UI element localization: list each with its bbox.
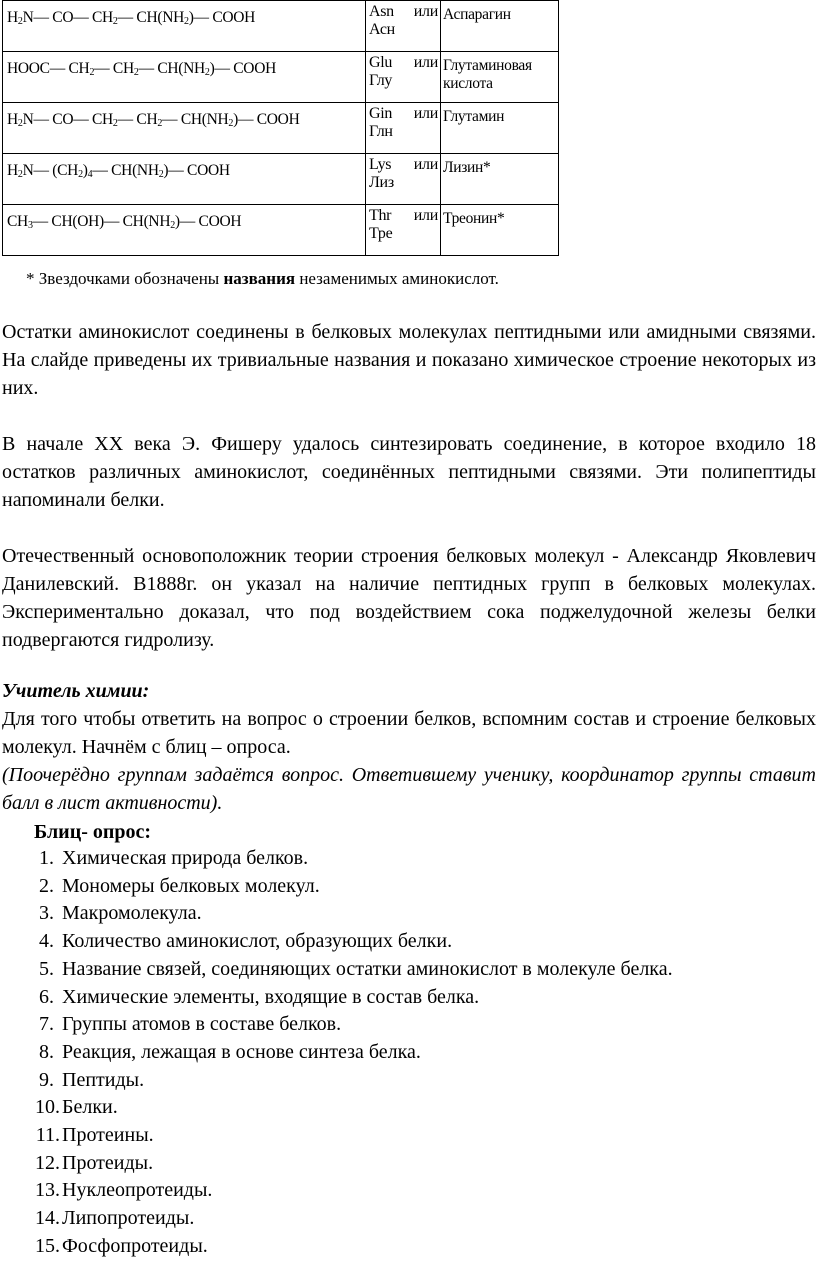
amino-acid-name-cell: Глутаминовая кислота	[441, 52, 559, 103]
question-text: Название связей, соединяющих остатки аминокислот в молекуле белка.	[62, 957, 673, 980]
amino-acid-name-cell: Лизин*	[441, 154, 559, 205]
question-text: Пептиды.	[62, 1068, 145, 1091]
table-row	[3, 205, 559, 256]
question-item	[0, 1011, 673, 1039]
question-number: 1.	[39, 847, 54, 869]
abbreviation-cell	[366, 1, 441, 52]
question-number: 3.	[39, 902, 54, 925]
table-row	[3, 1, 559, 52]
question-item	[0, 1150, 673, 1178]
footnote-bold: названия	[223, 269, 296, 288]
question-text: Макромолекула.	[62, 902, 202, 925]
or-word: или	[413, 156, 438, 173]
question-item	[0, 1039, 673, 1067]
question-text: Количество аминокислот, образующих белки.	[62, 930, 453, 953]
or-word: или	[413, 105, 438, 122]
table-row	[3, 52, 559, 103]
paragraph-teacher-intro: Для того чтобы ответить на вопрос о строении белков, вспомним состав и строение белковых молекул. Начнём с блиц – опроса.	[2, 708, 816, 758]
teacher-heading: Учитель химии:	[2, 680, 150, 702]
table-row	[3, 154, 559, 205]
footnote-text: * Звездочками обозначены	[26, 269, 224, 288]
amino-acid-name-cell: Глутамин	[441, 103, 559, 154]
latin-code: Gin	[369, 105, 393, 122]
cyrillic-code: Лиз	[369, 174, 394, 191]
formula-cell: $H_2N—$ $(CH_2)_4—$ $CH(NH_2)—$ COOH	[3, 154, 366, 205]
paragraph-danilevsky: Отечественный основоположник теории строения белковых молекул - Александр Яковлевич Данилевский. В1888г. он указал на наличие пептидных групп в белковых молекулах. Экспериментально доказал, что под воздействием сока поджелудочной железы белки подвергаются гидролизу.	[2, 545, 816, 651]
question-item	[0, 873, 673, 901]
question-number: 6.	[39, 985, 54, 1008]
question-number: 10.	[35, 1096, 60, 1119]
question-number: 14.	[35, 1207, 60, 1230]
question-item	[0, 956, 673, 984]
question-item	[0, 1205, 673, 1233]
question-text: Протеины.	[62, 1124, 154, 1147]
amino-acid-table	[2, 0, 559, 256]
question-item	[0, 1177, 673, 1205]
question-text: Нуклеопротеиды.	[62, 1179, 213, 1202]
question-text: Группы атомов в составе белков.	[62, 1013, 342, 1036]
question-item	[0, 1233, 673, 1261]
blitz-question-list	[0, 845, 673, 1261]
question-number: 7.	[39, 1013, 54, 1036]
question-item	[0, 900, 673, 928]
question-number: 15.	[35, 1234, 60, 1257]
paragraph-instruction: (Поочерёдно группам задаётся вопрос. Ответившему ученику, координатор группы ставит балл в лист активности).	[2, 764, 816, 814]
table-footnote	[26, 269, 499, 289]
question-item	[0, 1067, 673, 1095]
question-text: Фосфопротеиды.	[62, 1234, 208, 1257]
amino-acid-name-cell: Треонин*	[441, 205, 559, 256]
cyrillic-code: Тре	[369, 225, 393, 242]
abbreviation-cell	[366, 103, 441, 154]
cyrillic-code: Глн	[369, 123, 393, 140]
amino-acid-name-cell: Аспарагин	[441, 1, 559, 52]
question-number: 11.	[35, 1124, 60, 1147]
question-number: 9.	[39, 1068, 54, 1091]
question-text: Реакция, лежащая в основе синтеза белка.	[62, 1040, 421, 1063]
latin-code: Asn	[369, 3, 394, 20]
formula-cell: $H_2N—$ CO— $CH_2—$ $CH_2—$ $CH(NH_2)—$ COOH	[3, 103, 366, 154]
question-number: 12.	[35, 1151, 60, 1174]
question-number: 4.	[39, 930, 54, 953]
amino-acid-table-body	[3, 1, 559, 256]
question-text: Мономеры белковых молекул.	[62, 874, 320, 897]
paragraph-fischer: В начале XX века Э. Фишеру удалось синтезировать соединение, в которое входило 18 остатков различных аминокислот, соединённых пептидными связями. Эти полипептиды напоминали белки.	[2, 433, 816, 511]
cyrillic-code: Асн	[369, 21, 395, 38]
or-word: или	[413, 54, 438, 71]
question-item	[0, 928, 673, 956]
question-number: 13.	[35, 1179, 60, 1202]
question-item	[0, 984, 673, 1012]
latin-code: Thr	[369, 207, 392, 224]
question-item	[0, 1122, 673, 1150]
footnote-text-end: незаменимых аминокислот.	[295, 269, 499, 288]
question-text: Химическая природа белков.	[62, 847, 309, 869]
latin-code: Glu	[369, 54, 393, 71]
formula-cell: $CH_3—$ CH(OH)— $CH(NH_2)—$ COOH	[3, 205, 366, 256]
formula-cell: HOOC— $CH_2—$ $CH_2—$ $CH(NH_2)—$ COOH	[3, 52, 366, 103]
question-number: 2.	[39, 874, 54, 897]
question-item	[0, 1094, 673, 1122]
question-item	[0, 845, 673, 873]
abbreviation-cell	[366, 205, 441, 256]
cyrillic-code: Глу	[369, 72, 393, 89]
question-text: Липопротеиды.	[62, 1207, 195, 1230]
question-text: Белки.	[62, 1096, 118, 1119]
question-number: 5.	[39, 957, 54, 980]
abbreviation-cell	[366, 154, 441, 205]
table-row	[3, 103, 559, 154]
question-text: Химические элементы, входящие в состав белка.	[62, 985, 480, 1008]
or-word: или	[413, 207, 438, 224]
paragraph-peptide-bonds: Остатки аминокислот соединены в белковых молекулах пептидными или амидными связями. На слайде приведены их тривиальные названия и показано химическое строение некоторых из них.	[2, 321, 816, 399]
blitz-heading: Блиц- опрос:	[34, 821, 152, 843]
latin-code: Lys	[369, 156, 392, 173]
formula-cell: $H_2N—$ CO— $CH_2—$ $CH(NH_2)—$ COOH	[3, 1, 366, 52]
question-text: Протеиды.	[62, 1151, 154, 1174]
or-word: или	[413, 3, 438, 20]
question-number: 8.	[39, 1040, 54, 1063]
abbreviation-cell	[366, 52, 441, 103]
